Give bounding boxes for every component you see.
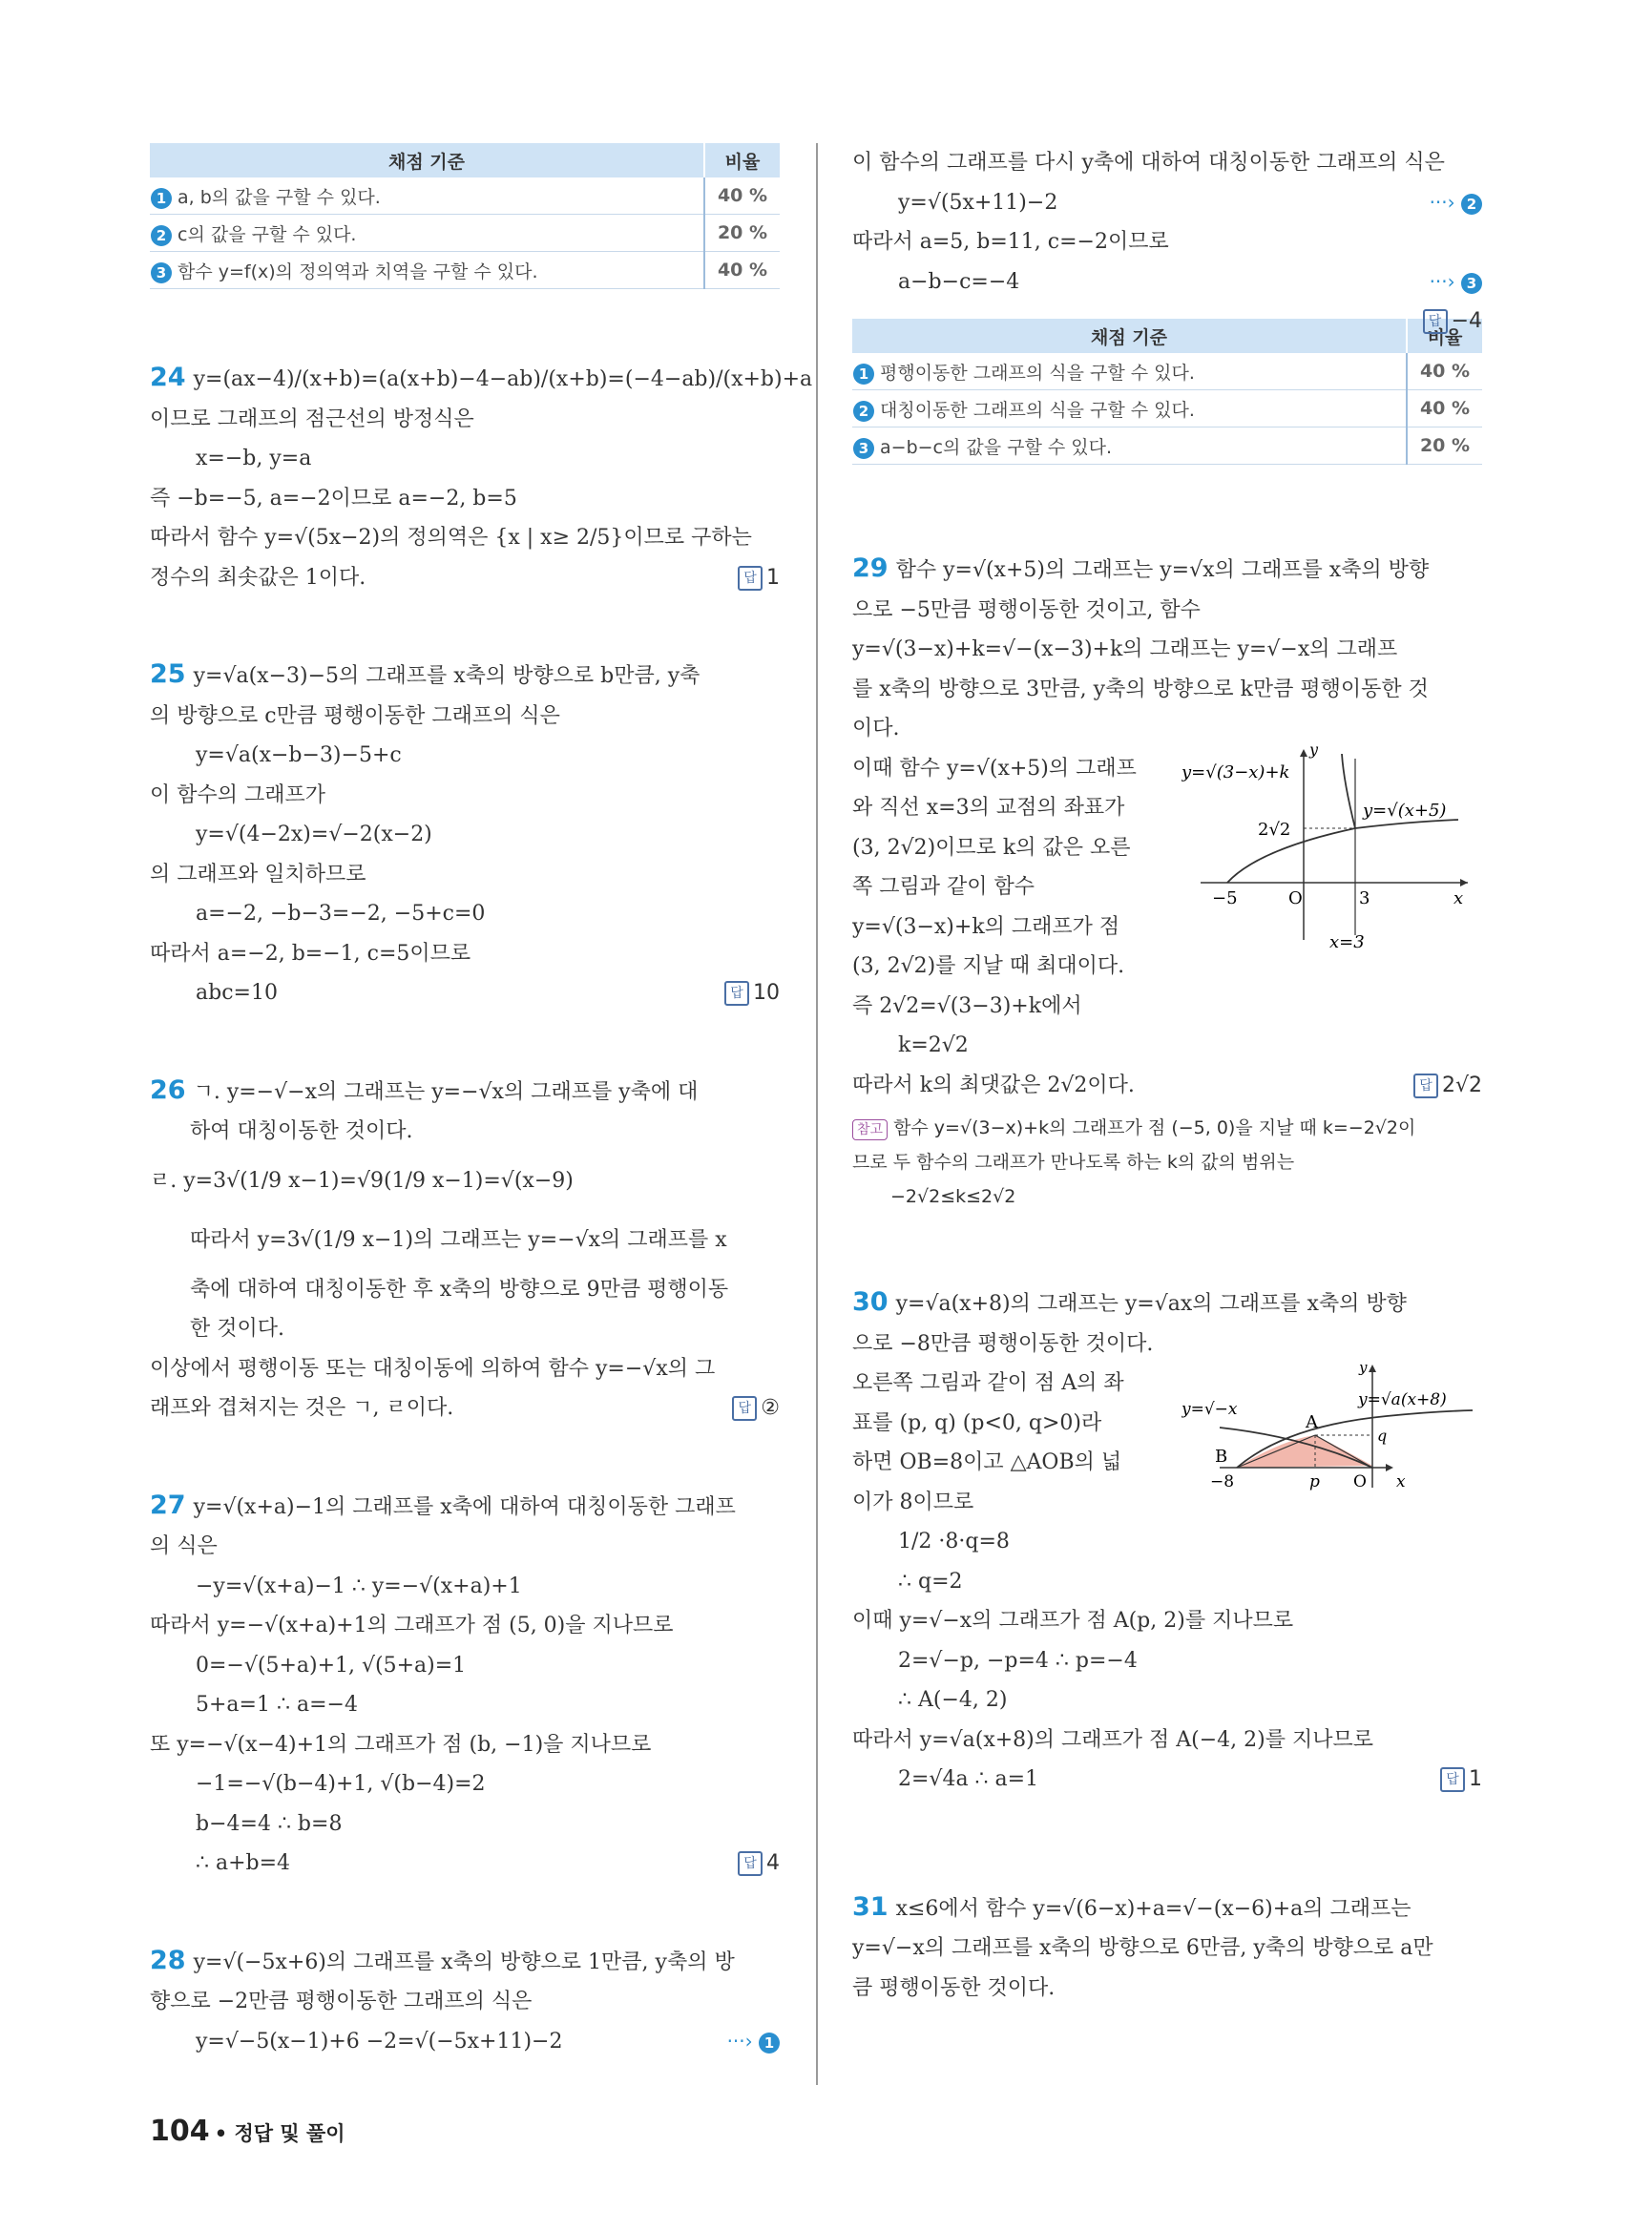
problem-28 bbox=[150, 1941, 780, 2062]
label-q: q bbox=[1377, 1427, 1388, 1445]
label-origin: O bbox=[1353, 1472, 1367, 1491]
answer bbox=[738, 1844, 780, 1884]
solution-line: 따라서 k의 최댓값은 2√2이다. bbox=[852, 1073, 1135, 1097]
note-line: 함수 y=√(3−x)+k의 그래프가 점 (−5, 0)을 지날 때 k=−2√2이 bbox=[893, 1117, 1416, 1138]
answer-icon: 답 bbox=[738, 1851, 763, 1876]
problem-26 bbox=[150, 1071, 780, 1428]
label-f1: y=√−x bbox=[1181, 1400, 1238, 1419]
table-row bbox=[150, 215, 780, 252]
solution-line: 또 y=−√(x−4)+1의 그래프가 점 (b, −1)을 지나므로 bbox=[150, 1732, 652, 1757]
solution-line: 래프와 겹쳐지는 것은 ㄱ, ㄹ이다. bbox=[150, 1396, 454, 1420]
solution-line: 이다. bbox=[852, 717, 900, 740]
criterion-text: 함수 y=f(x)의 정의역과 치역을 구할 수 있다. bbox=[178, 261, 538, 282]
curve-sqrt-3-minus-x bbox=[1342, 754, 1355, 828]
solution-line: y=(ax−4)/(x+b)=(a(x+b)−4−ab)/(x+b)=(−4−ab)/(x+b)+a bbox=[193, 367, 813, 391]
solution-line: 으로 −8만큼 평행이동한 것이다. bbox=[852, 1331, 1154, 1356]
answer-icon: 답 bbox=[1423, 309, 1448, 334]
grading-table-1 bbox=[150, 143, 780, 289]
x-axis-arrow bbox=[1460, 879, 1468, 886]
label-y: y bbox=[1359, 1359, 1368, 1376]
label-p: p bbox=[1309, 1472, 1320, 1491]
table-row bbox=[150, 177, 780, 215]
label-x: x bbox=[1396, 1472, 1406, 1491]
label-f2: y=√(x+5) bbox=[1363, 801, 1447, 821]
problem-number: 25 bbox=[150, 659, 186, 689]
problem-number: 28 bbox=[150, 1945, 186, 1975]
solution-line: ∴ q=2 bbox=[898, 1569, 963, 1594]
ratio-cell: 40 % bbox=[1407, 390, 1482, 427]
label-f2: y=√a(x+8) bbox=[1358, 1390, 1447, 1409]
solution-line: 큼 평행이동한 것이다. bbox=[852, 1975, 1056, 2000]
graph-29 bbox=[1181, 740, 1482, 954]
table-row bbox=[852, 353, 1482, 390]
table-header-criterion: 채점 기준 bbox=[150, 143, 704, 177]
ratio-cell: 40 % bbox=[704, 177, 780, 215]
solution-line: y=√(3−x)+k=√−(x−3)+k의 그래프는 y=√−x의 그래프 bbox=[852, 637, 1398, 661]
solution-line: a=−2, −b−3=−2, −5+c=0 bbox=[196, 902, 486, 926]
y-axis-arrow bbox=[1300, 749, 1307, 757]
problem-number: 31 bbox=[852, 1891, 889, 1922]
label-y: y bbox=[1309, 740, 1319, 759]
solution-line: 하면 OB=8이고 △AOB의 넓 bbox=[852, 1450, 1122, 1474]
page-footer: 104 • 정답 및 풀이 bbox=[150, 2115, 345, 2148]
label-minus5: −5 bbox=[1212, 888, 1238, 908]
note-line: 므로 두 함수의 그래프가 만나도록 하는 k의 값의 범위는 bbox=[852, 1152, 1295, 1173]
solution-line: ㄹ. y=3√(1/9 x−1)=√9(1/9 x−1)=√(x−9) bbox=[150, 1168, 574, 1193]
solution-line: y=√(−5x+6)의 그래프를 x축의 방향으로 1만큼, y축의 방 bbox=[193, 1950, 735, 1974]
solution-line: y=√a(x+8)의 그래프는 y=√ax의 그래프를 x축의 방향 bbox=[895, 1292, 1407, 1316]
solution-line: 함수 y=√(x+5)의 그래프는 y=√x의 그래프를 x축의 방향 bbox=[895, 558, 1430, 582]
problem-27 bbox=[150, 1486, 780, 1884]
left-column bbox=[150, 143, 813, 2061]
solution-line: 이 함수의 그래프가 bbox=[150, 782, 326, 807]
answer bbox=[1413, 1066, 1482, 1106]
criterion-text: a−b−c의 값을 구할 수 있다. bbox=[880, 436, 1113, 458]
answer-icon: 답 bbox=[724, 981, 749, 1006]
solution-line: 따라서 y=3√(1/9 x−1)의 그래프는 y=−√x의 그래프를 x bbox=[190, 1227, 727, 1252]
solution-line: 와 직선 x=3의 교점의 좌표가 bbox=[852, 796, 1125, 820]
graph-30 bbox=[1181, 1359, 1482, 1502]
problem-number: 30 bbox=[852, 1287, 889, 1317]
solution-line: abc=10 bbox=[196, 981, 278, 1005]
answer bbox=[1440, 1760, 1482, 1800]
solution-line: y=√(x+a)−1의 그래프를 x축에 대하여 대칭이동한 그래프 bbox=[193, 1494, 736, 1519]
solution-line: 를 x축의 방향으로 3만큼, y축의 방향으로 k만큼 평행이동한 것 bbox=[852, 677, 1429, 701]
problem-28-continued bbox=[852, 143, 1482, 333]
solution-line: 정수의 최솟값은 1이다. bbox=[150, 565, 366, 590]
note-tag: 참고 bbox=[852, 1119, 888, 1140]
solution-line: 의 식은 bbox=[150, 1534, 218, 1558]
table-row bbox=[852, 390, 1482, 427]
table-header-ratio: 비율 bbox=[704, 143, 780, 177]
solution-line: k=2√2 bbox=[898, 1033, 969, 1057]
solution-line: 의 그래프와 일치하므로 bbox=[150, 862, 366, 886]
solution-line: 하여 대칭이동한 것이다. bbox=[190, 1119, 413, 1143]
table-header-criterion: 채점 기준 bbox=[852, 319, 1407, 353]
solution-line: y=√a(x−b−3)−5+c bbox=[196, 743, 402, 767]
ratio-cell: 40 % bbox=[1407, 353, 1482, 390]
footer-label: 정답 및 풀이 bbox=[234, 2122, 345, 2145]
step-marker-2: ···› 2 bbox=[1430, 183, 1482, 223]
label-3: 3 bbox=[1359, 888, 1370, 908]
x-axis-arrow bbox=[1386, 1464, 1393, 1471]
answer-value: −4 bbox=[1451, 309, 1482, 333]
solution-line: 쪽 그림과 같이 함수 bbox=[852, 875, 1035, 899]
problem-number: 26 bbox=[150, 1074, 186, 1105]
solution-line: 1/2 ·8·q=8 bbox=[898, 1530, 1010, 1553]
solution-line: 5+a=1 ∴ a=−4 bbox=[196, 1693, 358, 1717]
problem-number: 24 bbox=[150, 363, 186, 392]
solution-line: 이 함수의 그래프를 다시 y축에 대하여 대칭이동한 그래프의 식은 bbox=[852, 151, 1445, 175]
step-number: 3 bbox=[853, 438, 874, 459]
table-header-ratio: 비율 bbox=[1407, 319, 1482, 353]
answer-icon: 답 bbox=[1440, 1767, 1465, 1792]
solution-line: b−4=4 ∴ b=8 bbox=[196, 1811, 343, 1836]
answer bbox=[1423, 302, 1482, 342]
answer-icon: 답 bbox=[732, 1396, 757, 1421]
solution-line: (3, 2√2)이므로 k의 값은 오른 bbox=[852, 835, 1131, 860]
answer bbox=[732, 1388, 780, 1428]
solution-line: 2=√−p, −p=4 ∴ p=−4 bbox=[898, 1648, 1138, 1673]
right-column bbox=[852, 143, 1482, 2008]
step-number: 2 bbox=[853, 401, 874, 422]
solution-line: 이므로 그래프의 점근선의 방정식은 bbox=[150, 407, 474, 431]
solution-line: 이가 8이므로 bbox=[852, 1490, 974, 1514]
solution-line: 2=√4a ∴ a=1 bbox=[898, 1767, 1039, 1791]
solution-line: 즉 2√2=√(3−3)+k에서 bbox=[852, 993, 1082, 1018]
problem-24 bbox=[150, 358, 813, 597]
step-number: 3 bbox=[151, 262, 172, 283]
solution-line: 따라서 y=−√(x+a)+1의 그래프가 점 (5, 0)을 지나므로 bbox=[150, 1614, 674, 1637]
solution-line: 한 것이다. bbox=[190, 1317, 284, 1341]
note-line: −2√2≤k≤2√2 bbox=[890, 1186, 1016, 1207]
answer-value: ② bbox=[761, 1396, 780, 1420]
answer-value: 2√2 bbox=[1441, 1073, 1482, 1097]
solution-line: y=√a(x−3)−5의 그래프를 x축의 방향으로 b만큼, y축 bbox=[193, 664, 701, 688]
solution-line: 이때 y=√−x의 그래프가 점 A(p, 2)를 지나므로 bbox=[852, 1609, 1294, 1633]
solution-line: 으로 −5만큼 평행이동한 것이고, 함수 bbox=[852, 597, 1201, 622]
label-A: A bbox=[1306, 1412, 1318, 1432]
criterion-text: c의 값을 구할 수 있다. bbox=[178, 223, 357, 245]
solution-line: 축에 대하여 대칭이동한 후 x축의 방향으로 9만큼 평행이동 bbox=[190, 1277, 729, 1302]
solution-line: 오른쪽 그림과 같이 점 A의 좌 bbox=[852, 1371, 1124, 1395]
answer-value: 1 bbox=[766, 565, 780, 590]
solution-line: 따라서 y=√a(x+8)의 그래프가 점 A(−4, 2)를 지나므로 bbox=[852, 1727, 1373, 1752]
y-axis-arrow bbox=[1369, 1365, 1376, 1372]
answer-value: 4 bbox=[766, 1851, 780, 1875]
solution-line: (3, 2√2)를 지날 때 최대이다. bbox=[852, 954, 1125, 978]
column-divider bbox=[816, 143, 818, 2085]
table-row bbox=[852, 427, 1482, 465]
solution-line: −1=−√(b−4)+1, √(b−4)=2 bbox=[196, 1772, 486, 1796]
label-line: x=3 bbox=[1329, 932, 1365, 952]
label-f1: y=√(3−x)+k bbox=[1181, 762, 1290, 782]
step-marker-1: ···› 1 bbox=[727, 2022, 780, 2062]
label-x: x bbox=[1453, 888, 1464, 908]
solution-line: 따라서 함수 y=√(5x−2)의 정의역은 {x | x≥ 2/5}이므로 구하는 bbox=[150, 526, 752, 550]
answer-value: 1 bbox=[1469, 1767, 1482, 1791]
problem-25 bbox=[150, 655, 780, 1013]
solution-line: 이상에서 평행이동 또는 대칭이동에 의하여 함수 y=−√x의 그 bbox=[150, 1356, 716, 1381]
solution-line: 의 방향으로 c만큼 평행이동한 그래프의 식은 bbox=[150, 703, 560, 728]
label-origin: O bbox=[1288, 888, 1303, 908]
step-number: 1 bbox=[853, 364, 874, 385]
solution-line: x≤6에서 함수 y=√(6−x)+a=√−(x−6)+a의 그래프는 bbox=[895, 1896, 1412, 1921]
answer bbox=[738, 558, 780, 598]
label-B: B bbox=[1215, 1447, 1228, 1467]
solution-line: ∴ A(−4, 2) bbox=[898, 1688, 1008, 1712]
solution-line: y=√(4−2x)=√−2(x−2) bbox=[196, 823, 432, 846]
solution-line: 따라서 a=−2, b=−1, c=5이므로 bbox=[150, 941, 471, 966]
solution-line: y=√(3−x)+k의 그래프가 점 bbox=[852, 914, 1120, 939]
solution-line: y=√(5x+11)−2 bbox=[898, 190, 1058, 215]
page-number: 104 bbox=[150, 2115, 210, 2148]
criterion-text: a, b의 값을 구할 수 있다. bbox=[178, 186, 381, 208]
ratio-cell: 20 % bbox=[1407, 427, 1482, 465]
ratio-cell: 20 % bbox=[704, 215, 780, 252]
table-row bbox=[150, 252, 780, 289]
solution-line: 0=−√(5+a)+1, √(5+a)=1 bbox=[196, 1653, 467, 1678]
solution-line: −y=√(x+a)−1 ∴ y=−√(x+a)+1 bbox=[196, 1574, 522, 1598]
solution-line: 이때 함수 y=√(x+5)의 그래프 bbox=[852, 756, 1137, 781]
solution-line: ∴ a+b=4 bbox=[196, 1851, 291, 1875]
solution-line: ㄱ. y=−√−x의 그래프는 y=−√x의 그래프를 y축에 대 bbox=[193, 1079, 699, 1104]
problem-number: 27 bbox=[150, 1490, 186, 1520]
solution-line: 표를 (p, q) (p<0, q>0)라 bbox=[852, 1410, 1102, 1435]
solution-line: 향으로 −2만큼 평행이동한 그래프의 식은 bbox=[150, 1990, 533, 2013]
problem-31 bbox=[852, 1887, 1482, 2009]
step-number: 2 bbox=[151, 225, 172, 246]
criterion-text: 대칭이동한 그래프의 식을 구할 수 있다. bbox=[880, 399, 1195, 421]
solution-line: 즉 −b=−5, a=−2이므로 a=−2, b=5 bbox=[150, 486, 517, 511]
grading-table-2 bbox=[852, 319, 1482, 465]
solution-line: 따라서 a=5, b=11, c=−2이므로 bbox=[852, 230, 1169, 254]
answer-icon: 답 bbox=[738, 566, 763, 591]
problem-29 bbox=[852, 549, 1482, 1214]
ratio-cell: 40 % bbox=[704, 252, 780, 289]
problem-30 bbox=[852, 1282, 1482, 1800]
solution-line: a−b−c=−4 bbox=[898, 269, 1020, 294]
solution-line: y=√−x의 그래프를 x축의 방향으로 6만큼, y축의 방향으로 a만 bbox=[852, 1936, 1433, 1960]
solution-line: x=−b, y=a bbox=[196, 447, 312, 470]
solution-line: y=√−5(x−1)+6 −2=√(−5x+11)−2 bbox=[196, 2029, 563, 2054]
label-minus8: −8 bbox=[1210, 1472, 1235, 1491]
answer-value: 10 bbox=[753, 981, 780, 1005]
step-marker-3: ···› 3 bbox=[1430, 262, 1482, 302]
step-number: 1 bbox=[151, 188, 172, 209]
answer-icon: 답 bbox=[1413, 1074, 1438, 1098]
problem-number: 29 bbox=[852, 553, 889, 583]
criterion-text: 평행이동한 그래프의 식을 구할 수 있다. bbox=[880, 362, 1195, 384]
answer bbox=[724, 973, 780, 1013]
label-2root2: 2√2 bbox=[1258, 820, 1291, 840]
